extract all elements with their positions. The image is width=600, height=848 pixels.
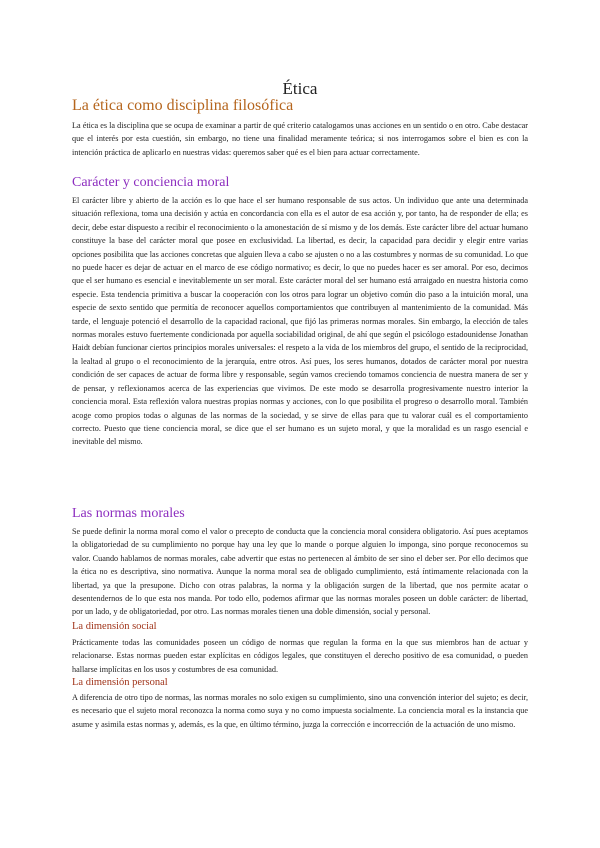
section-heading-normas: Las normas morales bbox=[72, 506, 185, 521]
subheading-dimension-social: La dimensión social bbox=[72, 621, 157, 632]
paragraph-caracter: El carácter libre y abierto de la acción es lo que hace el ser humano responsable de sus actos. Un individuo que ante una determinada situación reflexiona, toma una decisión y actúa en concordancia con ella es el autor de esa acción y, por tanto, ha de responder de ella; es decir, debe estar dispuesto a recibir el reconocimiento o la amonestación de sí mismo y de los demás. Este carácter libre del actuar humano constituye la base del carácter moral que posee en exclusividad. La libertad, es decir, la capacidad para decidir y elegir entre varias opciones posibilita que las acciones concretas que alguien lleva a cabo se ajusten o no a las costumbres y normas de su comunidad. Lo que no puede hacer es dejar de actuar en el marco de ese código normativo; es decir, lo que no puedes hacer es ser amoral. Por eso, decimos que el ser humano es esencial e inevitablemente un ser moral. Este carácter moral del ser humano está arraigado en nuestra historia como especie. Esta tendencia primitiva a buscar la cooperación con los otros para lograr un objetivo común dio paso a la intuición moral, una especie de sexto sentido que permitía de reconocer aquellos comportamientos que contribuyen al mantenimiento de la comunidad. Más tarde, el lenguaje potenció el desarrollo de la capacidad racional, que fijó las primeras normas morales. Sin embargo, la elección de tales normas morales estuvo fuertemente condicionada por aquella sociabilidad original, de ahí que según el psicólogo estadounidense Jonathan Haidt debían funcionar ciertos principios morales universales: el respeto a la vida de los miembros del grupo, el sentido de la reciprocidad, la lealtad al grupo o el reconocimiento de la jerarquía, entre otros. Así pues, los seres humanos, dotados de carácter moral por nuestra condición de ser capaces de actuar de forma libre y responsable, según vamos creciendo tomamos conciencia de nuestra manera de ser y de pensar, y reflexionamos acerca de las experiencias que vivimos. De este modo se desarrolla progresivamente nuestro interior la conciencia moral. Esta reflexión valora nuestras propias normas y acciones, con lo que posibilita el progreso o desarrollo moral. También acoge como propios todas o algunas de las normas de la sociedad, y se sirve de ellas para que tu valorar cuál es el comportamiento correcto. Puesto que tiene conciencia moral, se dice que el ser humano es un sujeto moral, y que la moralidad es un rasgo esencial e inevitable del mismo. bbox=[72, 196, 528, 447]
paragraph-normas: Se puede definir la norma moral como el valor o precepto de conducta que la conciencia moral considera obligatorio. Así pues aceptamos la obligatoriedad de su cumplimiento no porque hay una ley que lo mande o porque alguien lo imponga, sino porque reconocemos su valor. Cuando hablamos de normas morales, cabe advertir que estas no pertenecen al ámbito de ser sino el deber ser. Por ello decimos que la ética no es descriptiva, sino normativa. Aunque la norma moral sea de obligado cumplimiento, está íntimamente relacionada con la libertad, ya que la presupone. Dicho con otras palabras, la norma y la obligación surgen de la libertad, que nos permite acatar o desentendernos de lo que esta nos manda. Por todo ello, podemos afirmar que las normas morales poseen un doble carácter: de libertad, por un lado, y de obligatoriedad, por otro. Las normas morales tienen una doble dimensión, social y personal. bbox=[72, 527, 528, 617]
subheading-dimension-personal: La dimensión personal bbox=[72, 677, 168, 688]
section-heading-etica-disciplina: La ética como disciplina filosófica bbox=[72, 97, 294, 114]
section-heading-caracter: Carácter y conciencia moral bbox=[72, 175, 230, 190]
paragraph-dimension-social: Prácticamente todas las comunidades poseen un código de normas que regulan la forma en la que sus miembros han de actuar y relacionarse. Estas normas pueden estar explícitas en códigos legales, que constituyen el derecho positivo de esa comunidad, o pueden hallarse implícitas en los usos y costumbres de esa comunidad. bbox=[72, 638, 528, 674]
document-title: Ética bbox=[282, 79, 318, 98]
paragraph-etica-disciplina: La ética es la disciplina que se ocupa de examinar a partir de qué criterio catalogamos unas acciones en un sentido o en otro. Cabe destacar que el interés por esta cuestión, sin embargo, no tiene una finalidad meramente teórica; si nos interrogamos sobre el bien es con la intención práctica de aplicarlo en nuestras vidas: queremos saber qué es el bien para actuar correctamente. bbox=[72, 121, 528, 157]
paragraph-dimension-personal: A diferencia de otro tipo de normas, las normas morales no solo exigen su cumplimiento, sino una convención interior del sujeto; es decir, es necesario que el sujeto moral reconozca la norma como suya y no como impuesta socialmente. La conciencia moral es la instancia que asume y asimila estas normas y, además, es la que, en último término, juzga la corrección e incorrección de la actuación de uno mismo. bbox=[72, 693, 528, 729]
